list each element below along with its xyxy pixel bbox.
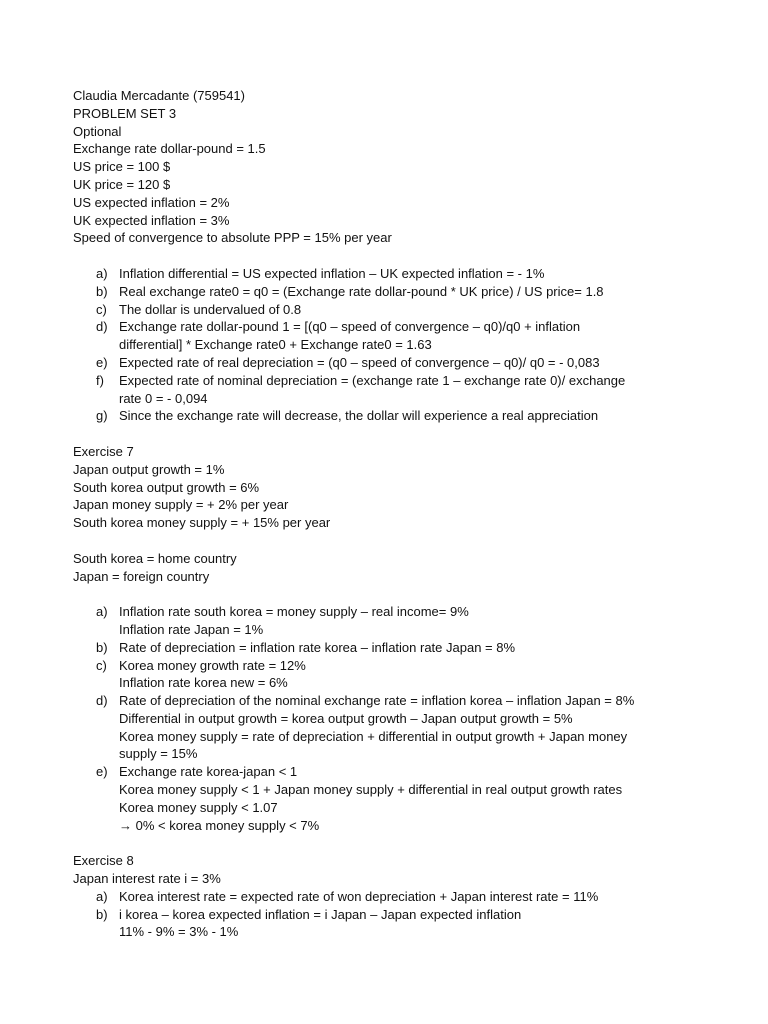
exercise7-countries <box>73 550 713 586</box>
list-marker: c) <box>96 301 107 317</box>
list-marker: d) <box>96 319 108 335</box>
answer-line: Korea money growth rate = 12% <box>119 657 306 673</box>
answer-line: The dollar is undervalued of 0.8 <box>119 301 302 317</box>
given-line: Speed of convergence to absolute PPP = 15% per year <box>73 230 392 246</box>
given-line: South korea = home country <box>73 550 237 566</box>
document-title: PROBLEM SET 3 <box>73 105 177 121</box>
optional-givens <box>73 140 713 247</box>
answer-item-d <box>73 692 713 763</box>
section-heading-exercise-8: Exercise 8 <box>73 853 134 869</box>
section-heading-exercise-7: Exercise 7 <box>73 443 134 459</box>
given-line: Japan interest rate i = 3% <box>73 871 221 887</box>
answer-line: 11% - 9% = 3% - 1% <box>119 924 239 940</box>
conclusion-line <box>119 817 713 835</box>
answer-item-e <box>73 354 713 372</box>
answer-line: Exchange rate dollar-pound 1 = [(q0 – speed of convergence – q0)/q0 + inflation <box>119 319 581 335</box>
answer-item-c <box>73 657 713 693</box>
answer-line: Expected rate of nominal depreciation = (exchange rate 1 – exchange rate 0)/ exchange <box>119 372 626 388</box>
answer-line: Inflation rate south korea = money supply – real income= 9% <box>119 604 469 620</box>
answer-item-g <box>73 407 713 425</box>
answer-item-e <box>73 763 713 834</box>
answer-line: Korea money supply < 1.07 <box>119 799 278 815</box>
list-marker: e) <box>96 764 108 780</box>
answer-line: differential] * Exchange rate0 + Exchange rate0 = 1.63 <box>119 337 432 353</box>
answer-item-b <box>73 283 713 301</box>
exercise7-givens <box>73 461 713 532</box>
given-line: UK expected inflation = 3% <box>73 212 230 228</box>
spacer <box>73 425 713 443</box>
list-marker: a) <box>96 604 108 620</box>
given-line: US price = 100 $ <box>73 159 171 175</box>
answer-item-a <box>73 603 713 639</box>
answer-item-a <box>73 265 713 283</box>
optional-answer-list <box>73 265 713 425</box>
answer-line: Since the exchange rate will decrease, the dollar will experience a real appreciation <box>119 408 599 424</box>
list-marker: f) <box>96 372 104 388</box>
answer-item-b <box>73 639 713 657</box>
given-line: Japan = foreign country <box>73 568 210 584</box>
given-line: US expected inflation = 2% <box>73 194 230 210</box>
answer-line: Expected rate of real depreciation = (q0 – speed of convergence – q0)/ q0 = - 0,083 <box>119 354 600 370</box>
list-marker: g) <box>96 408 108 424</box>
answer-item-b <box>73 906 713 942</box>
answer-line: Real exchange rate0 = q0 = (Exchange rate dollar-pound * UK price) / US price= 1.8 <box>119 283 604 299</box>
list-marker: b) <box>96 283 108 299</box>
answer-item-d <box>73 318 713 354</box>
author-name: Claudia Mercadante (759541) <box>73 88 245 103</box>
answer-line: i korea – korea expected inflation = i Japan – Japan expected inflation <box>119 906 522 922</box>
answer-line: Differential in output growth = korea output growth – Japan output growth = 5% <box>119 710 573 726</box>
exercise8-answer-list <box>73 888 713 941</box>
given-line: UK price = 120 $ <box>73 176 171 192</box>
conclusion-text: 0% < korea money supply < 7% <box>135 817 320 833</box>
answer-item-f <box>73 372 713 408</box>
document-body <box>73 87 713 941</box>
answer-line: Rate of depreciation of the nominal exchange rate = inflation korea – inflation Japan = 8% <box>119 693 635 709</box>
given-line: Japan money supply = + 2% per year <box>73 497 289 513</box>
answer-line: Exchange rate korea-japan < 1 <box>119 764 298 780</box>
list-marker: b) <box>96 906 108 922</box>
list-marker: a) <box>96 265 108 281</box>
answer-line: Rate of depreciation = inflation rate korea – inflation rate Japan = 8% <box>119 639 516 655</box>
answer-line: Korea money supply = rate of depreciation + differential in output growth + Japan money <box>119 728 628 744</box>
spacer <box>73 532 713 550</box>
answer-line: Inflation rate Japan = 1% <box>119 621 264 637</box>
exercise7-answer-list <box>73 603 713 834</box>
list-marker: c) <box>96 657 107 673</box>
given-line: South korea money supply = + 15% per year <box>73 515 331 531</box>
answer-line: supply = 15% <box>119 746 198 762</box>
given-line: Japan output growth = 1% <box>73 461 225 477</box>
answer-line: Korea interest rate = expected rate of won depreciation + Japan interest rate = 11% <box>119 888 599 904</box>
list-marker: d) <box>96 693 108 709</box>
spacer <box>73 585 713 603</box>
answer-line: Inflation rate korea new = 6% <box>119 675 288 691</box>
answer-line: Korea money supply < 1 + Japan money supply + differential in real output growth rates <box>119 782 623 798</box>
list-marker: b) <box>96 639 108 655</box>
given-line: South korea output growth = 6% <box>73 479 260 495</box>
spacer <box>73 834 713 852</box>
section-heading-optional: Optional <box>73 123 122 139</box>
list-marker: a) <box>96 888 108 904</box>
right-arrow-icon: → <box>119 817 132 833</box>
answer-item-c <box>73 301 713 319</box>
answer-item-a <box>73 888 713 906</box>
answer-line: Inflation differential = US expected inflation – UK expected inflation = - 1% <box>119 265 545 281</box>
list-marker: e) <box>96 354 108 370</box>
given-line: Exchange rate dollar-pound = 1.5 <box>73 141 266 157</box>
answer-line: rate 0 = - 0,094 <box>119 390 208 406</box>
spacer <box>73 247 713 265</box>
